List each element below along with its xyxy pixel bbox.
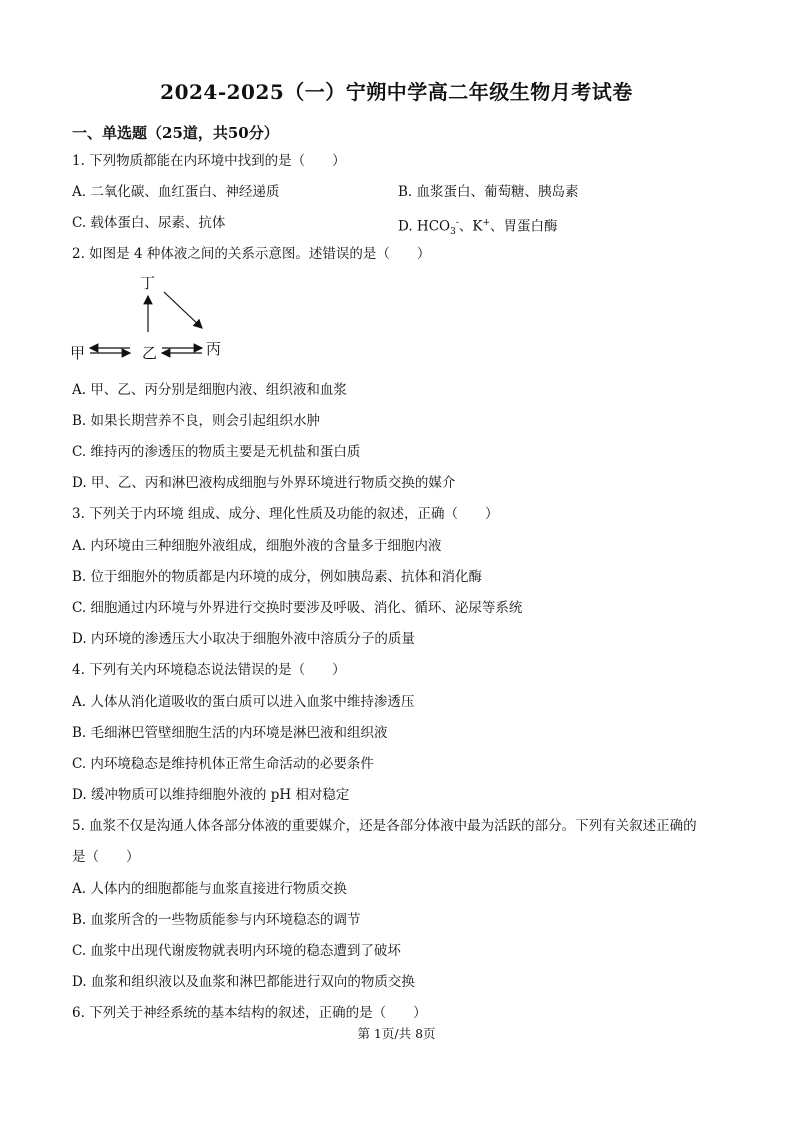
q3-option-a: A. 内环境由三种细胞外液组成，细胞外液的含量多于细胞内液 bbox=[72, 538, 442, 554]
q4-option-a: A. 人体从消化道吸收的蛋白质可以进入血浆中维持渗透压 bbox=[72, 694, 415, 710]
q4-stem: 4. 下列有关内环境稳态说法错误的是（ ） bbox=[72, 662, 346, 678]
q5-option-b: B. 血浆所含的一些物质能参与内环境稳态的调节 bbox=[72, 912, 361, 928]
q1-d-suffix: 、胃蛋白酶 bbox=[490, 218, 558, 235]
q5-stem-line2: 是（ ） bbox=[72, 849, 140, 865]
diagram-arrows bbox=[68, 272, 238, 364]
q4-option-c: C. 内环境稳态是维持机体正常生命活动的必要条件 bbox=[72, 756, 374, 772]
q2-option-d: D. 甲、乙、丙和淋巴液构成细胞与外界环境进行物质交换的媒介 bbox=[72, 475, 456, 491]
q1-d-prefix: D. HCO bbox=[398, 218, 451, 235]
q1-stem: 1. 下列物质都能在内环境中找到的是（ ） bbox=[72, 153, 346, 169]
q4-option-b: B. 毛细淋巴管壁细胞生活的内环境是淋巴液和组织液 bbox=[72, 725, 388, 741]
q1-option-c: C. 载体蛋白、尿素、抗体 bbox=[72, 215, 226, 231]
page-footer: 第 1页/共 8页 bbox=[357, 1026, 436, 1041]
arrow-ding-to-bing bbox=[164, 292, 202, 328]
q1-d-sup1: - bbox=[455, 218, 459, 228]
q5-option-a: A. 人体内的细胞都能与血浆直接进行物质交换 bbox=[72, 881, 347, 897]
q3-option-c: C. 细胞通过内环境与外界进行交换时要涉及呼吸、消化、循环、泌尿等系统 bbox=[72, 600, 523, 616]
q1-option-b: B. 血浆蛋白、葡萄糖、胰岛素 bbox=[398, 184, 579, 200]
node-ding: 丁 bbox=[140, 274, 156, 292]
body-fluid-diagram bbox=[68, 272, 238, 364]
node-bing: 丙 bbox=[206, 340, 222, 358]
exam-title: 2024-2025（一）宁朔中学高二年级生物月考试卷 bbox=[160, 80, 633, 104]
q3-option-b: B. 位于细胞外的物质都是内环境的成分，例如胰岛素、抗体和消化酶 bbox=[72, 569, 483, 585]
q6-stem: 6. 下列关于神经系统的基本结构的叙述，正确的是（ ） bbox=[72, 1005, 427, 1021]
section-heading: 一、单选题（25道，共50分） bbox=[72, 124, 279, 142]
q3-stem: 3. 下列关于内环境 组成、成分、理化性质及功能的叙述，正确（ ） bbox=[72, 506, 499, 522]
q5-option-c: C. 血浆中出现代谢废物就表明内环境的稳态遭到了破坏 bbox=[72, 943, 401, 959]
node-jia: 甲 bbox=[70, 344, 86, 362]
q1-option-a: A. 二氧化碳、血红蛋白、神经递质 bbox=[72, 184, 280, 200]
q1-d-sub: 3 bbox=[450, 227, 456, 238]
q2-option-a: A. 甲、乙、丙分别是细胞内液、组织液和血浆 bbox=[72, 382, 347, 398]
node-yi: 乙 bbox=[142, 344, 158, 362]
q2-stem: 2. 如图是 4 种体液之间的关系示意图。述错误的是（ ） bbox=[72, 246, 431, 262]
q2-option-c: C. 维持丙的渗透压的物质主要是无机盐和蛋白质 bbox=[72, 444, 361, 460]
q4-option-d: D. 缓冲物质可以维持细胞外液的 pH 相对稳定 bbox=[72, 787, 350, 803]
q2-option-b: B. 如果长期营养不良，则会引起组织水肿 bbox=[72, 413, 321, 429]
q5-option-d: D. 血浆和组织液以及血浆和淋巴都能进行双向的物质交换 bbox=[72, 974, 415, 990]
q1-d-sup2: + bbox=[482, 218, 491, 228]
q1-option-d bbox=[398, 214, 558, 241]
q1-d-mid: 、K bbox=[458, 218, 483, 235]
q3-option-d: D. 内环境的渗透压大小取决于细胞外液中溶质分子的质量 bbox=[72, 631, 415, 647]
q5-stem-line1: 5. 血浆不仅是沟通人体各部分体液的重要媒介，还是各部分体液中最为活跃的部分。下列有关叙述正确的 bbox=[72, 818, 697, 834]
